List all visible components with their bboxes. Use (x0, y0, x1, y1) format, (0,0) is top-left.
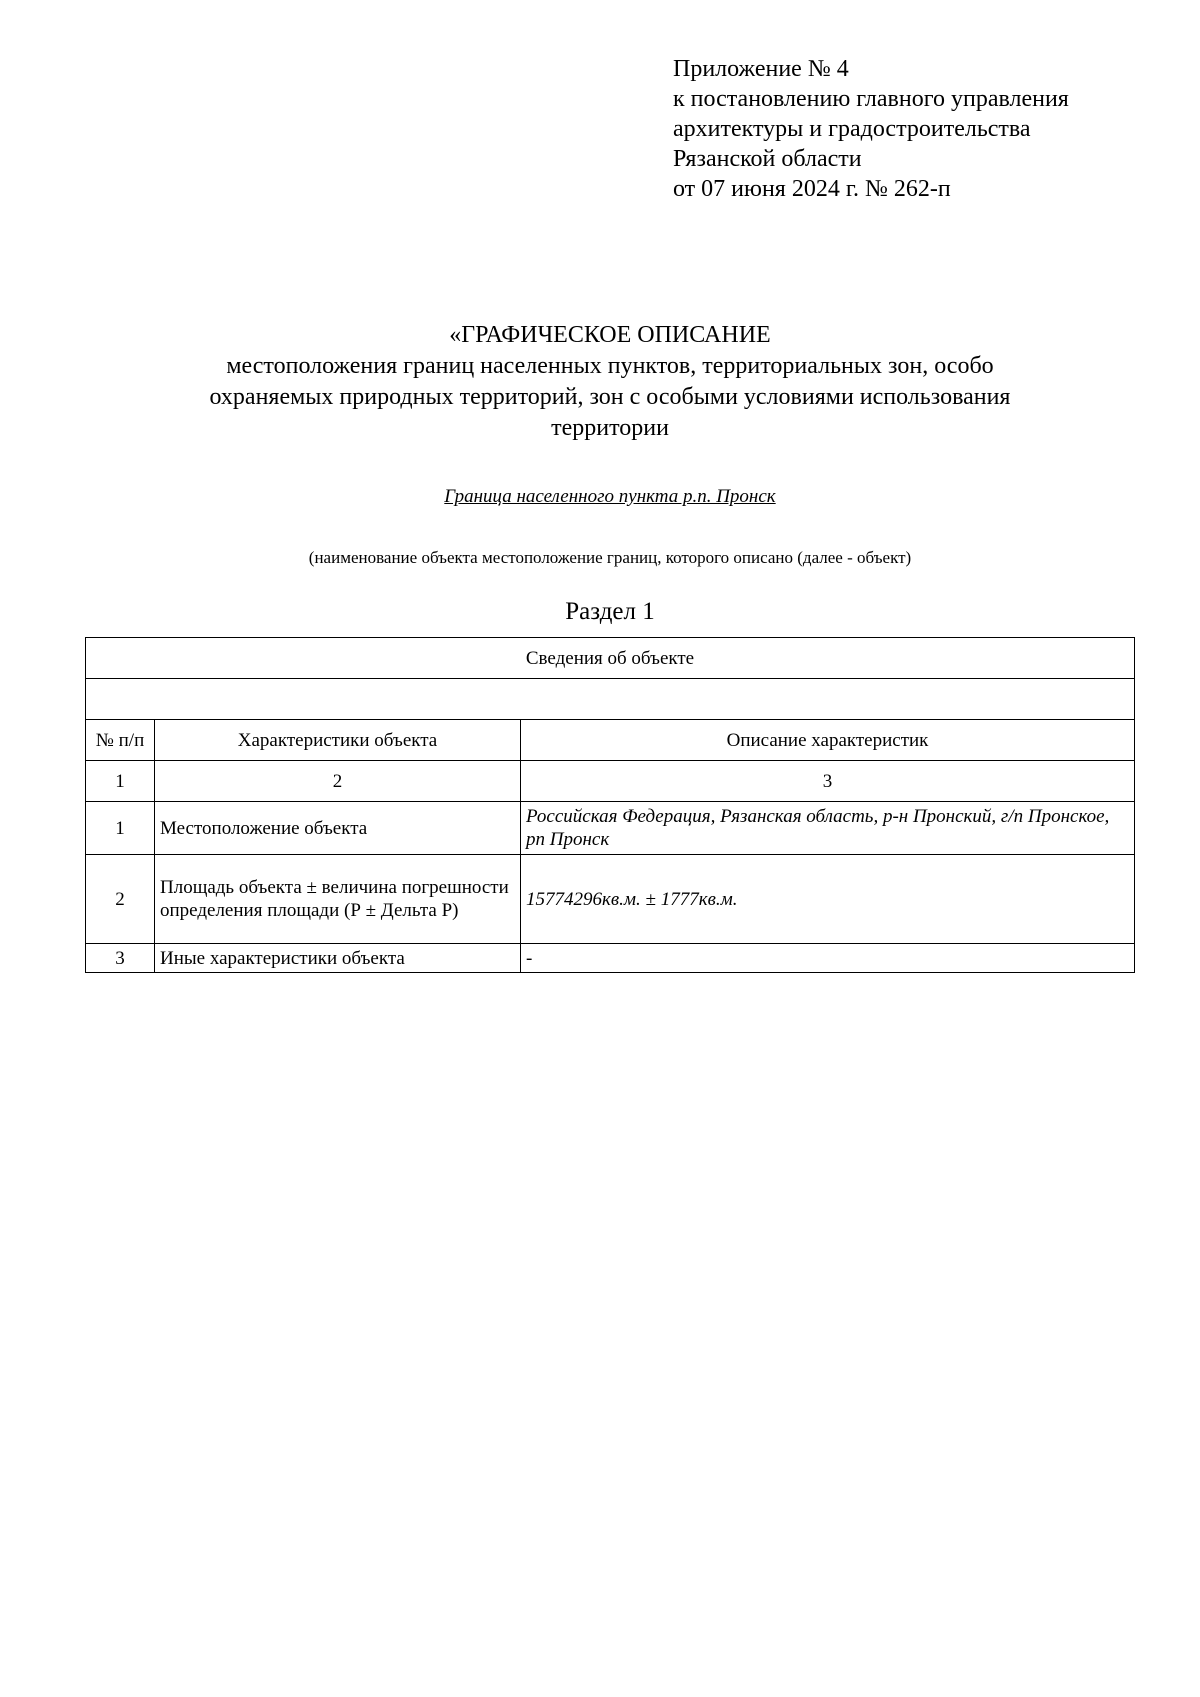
table-row (86, 802, 1135, 855)
appendix-header (673, 54, 1153, 204)
column-index-characteristic: 2 (155, 761, 521, 802)
column-index-num: 1 (86, 761, 155, 802)
object-info-table (85, 637, 1135, 973)
section-title: Раздел 1 (565, 598, 655, 625)
row-description: Российская Федерация, Рязанская область, р-н Пронский, г/п Пронское, рп Пронск (521, 802, 1135, 855)
table-empty-row (86, 679, 1135, 720)
row-num: 1 (86, 802, 155, 855)
document-title (80, 320, 1140, 444)
title-line: территории (551, 415, 669, 441)
column-header-characteristic: Характеристики объекта (155, 720, 521, 761)
row-num: 2 (86, 855, 155, 944)
row-characteristic: Иные характеристики объекта (155, 944, 521, 973)
column-index-description: 3 (521, 761, 1135, 802)
table-empty-cell (86, 679, 1135, 720)
object-name (80, 485, 1140, 509)
table-header-row (86, 638, 1135, 679)
appendix-number: Приложение № 4 (673, 56, 849, 82)
object-caption: (наименование объекта местоположение границ, которого описано (далее - объект) (308, 548, 912, 567)
appendix-line: архитектуры и градостроительства (673, 116, 1031, 142)
title-line: охраняемых природных территорий, зон с особыми условиями использования (209, 384, 1011, 410)
row-characteristic: Площадь объекта ± величина погрешности определения площади (Р ± Дельта Р) (155, 855, 521, 944)
table-row (86, 944, 1135, 973)
row-description: 15774296кв.м. ± 1777кв.м. (521, 855, 1135, 944)
row-description: - (521, 944, 1135, 973)
table-column-index-row (86, 761, 1135, 802)
row-num: 3 (86, 944, 155, 973)
column-header-num: № п/п (86, 720, 155, 761)
title-line: «ГРАФИЧЕСКОЕ ОПИСАНИЕ (449, 322, 771, 348)
table-column-header-row (86, 720, 1135, 761)
appendix-line: к постановлению главного управления (673, 86, 1069, 112)
table-row (86, 855, 1135, 944)
appendix-line: Рязанской области (673, 146, 862, 172)
appendix-date: от 07 июня 2024 г. № 262-п (673, 176, 951, 202)
row-characteristic: Местоположение объекта (155, 802, 521, 855)
column-header-description: Описание характеристик (521, 720, 1135, 761)
table-header: Сведения об объекте (86, 638, 1135, 679)
title-line: местоположения границ населенных пунктов, территориальных зон, особо (226, 353, 994, 379)
object-name-text: Граница населенного пункта р.п. Пронск (444, 486, 776, 507)
